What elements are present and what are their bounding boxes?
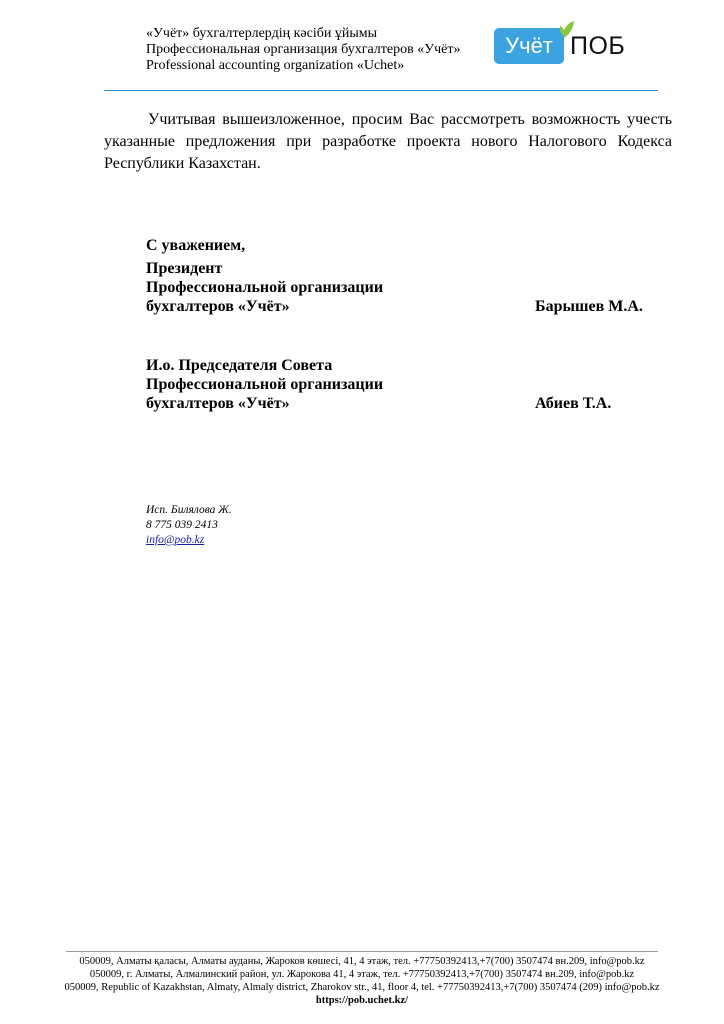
org-name-en: Professional accounting organization «Uchet» xyxy=(146,58,405,73)
signature2-org-line2: бухгалтеров «Учёт» xyxy=(146,395,290,412)
executor-phone: 8 775 039 2413 xyxy=(146,519,218,531)
footer-address-ru: 050009, г. Алматы, Алмалинский район, ул. Жарокова 41, 4 этаж, тел. +77750392413,+7(700) 3507474 вн.209, info@pob.kz xyxy=(89,969,635,980)
uchet-logo xyxy=(494,18,634,68)
signature2-org-line: Профессиональной организации xyxy=(146,376,384,393)
signature1-title: Президент xyxy=(146,260,223,277)
signature1-name: Барышев М.А. xyxy=(535,298,643,315)
org-name-kz: «Учёт» бухгалтерлердің кәсіби ұйымы xyxy=(146,26,378,41)
org-name-ru: Профессиональная организация бухгалтеров «Учёт» xyxy=(146,42,461,57)
header-divider xyxy=(104,90,658,91)
footer-divider xyxy=(66,951,658,952)
logo-text: ПОБ xyxy=(570,32,626,60)
signature1-org-line: Профессиональной организации xyxy=(146,279,384,296)
signature2-title: И.о. Председателя Совета xyxy=(146,357,333,374)
footer-website-link[interactable]: https://pob.uchet.kz/ xyxy=(315,995,409,1006)
footer-address-kz: 050009, Алматы қаласы, Алматы ауданы, Жароков көшесі, 41, 4 этаж, тел. +77750392413,+7(700) 3507474 вн.209, info@pob.kz xyxy=(79,956,645,967)
logo-box: Учёт xyxy=(494,28,564,64)
signature1-org-line2: бухгалтеров «Учёт» xyxy=(146,298,290,315)
greeting: С уважением, xyxy=(146,237,246,254)
executor-name: Исп. Билялова Ж. xyxy=(146,504,232,516)
footer-address-en: 050009, Republic of Kazakhstan, Almaty, Almaly district, Zharokov str., 41, floor 4, tel. +77750392413,+7(700) 3507474 (209) info@pob.kz xyxy=(64,982,660,993)
body-paragraph: Учитывая вышеизложенное, просим Вас рассмотреть возможность учесть указанные предложения при разработке проекта нового Налогового Кодекса Республики Казахстан. xyxy=(104,111,672,172)
signature2-name: Абиев Т.А. xyxy=(535,395,612,412)
executor-email-link[interactable]: info@pob.kz xyxy=(146,534,205,546)
